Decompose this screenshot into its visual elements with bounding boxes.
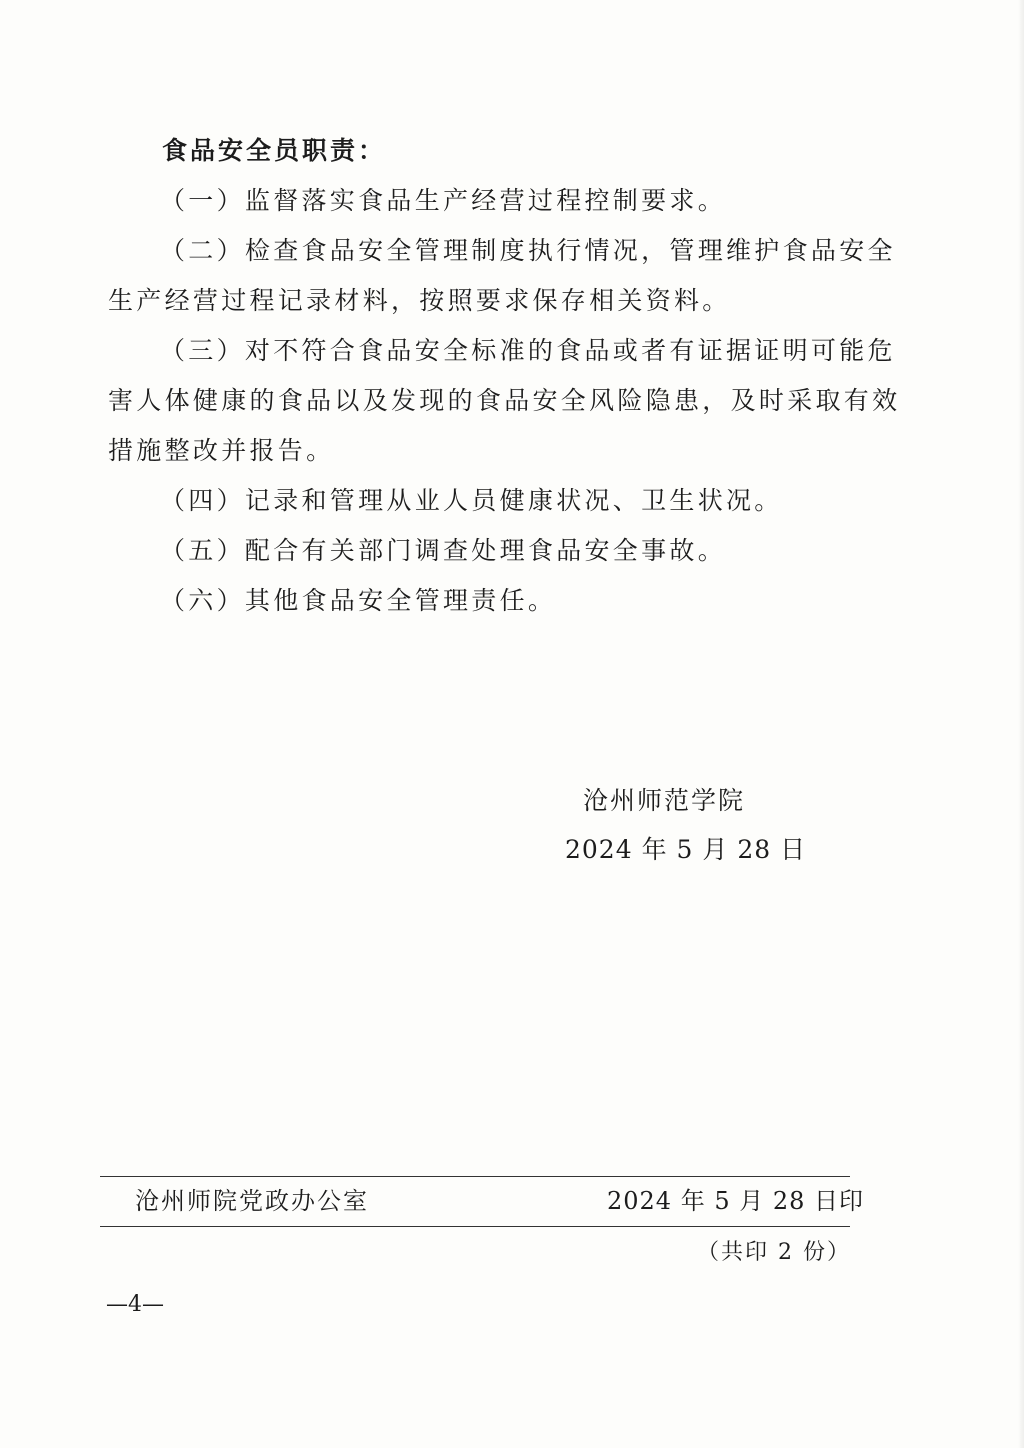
footer-top-rule (100, 1176, 850, 1177)
footer-office: 沧州师院党政办公室 (135, 1187, 369, 1215)
copies-count: （共印 2 份） (697, 1240, 851, 1265)
duty-item-3-line-1: （三）对不符合食品安全标准的食品或者有证据证明可能危 (160, 336, 896, 365)
duty-item-5: （五）配合有关部门调查处理食品安全事故。 (160, 536, 727, 565)
footer-print-date: 2024 年 5 月 28 日印 (607, 1187, 865, 1215)
duty-item-2-line-1: （二）检查食品安全管理制度执行情况，管理维护食品安全 (160, 236, 896, 265)
duty-item-1: （一）监督落实食品生产经营过程控制要求。 (160, 186, 727, 215)
duty-item-3-line-3: 措施整改并报告。 (108, 436, 335, 465)
section-heading: 食品安全员职责： (162, 136, 387, 165)
duty-item-2-line-2: 生产经营过程记录材料，按照要求保存相关资料。 (108, 286, 731, 315)
duty-item-4: （四）记录和管理从业人员健康状况、卫生状况。 (160, 486, 783, 515)
duty-item-6: （六）其他食品安全管理责任。 (160, 586, 557, 615)
scan-edge-shadow (1018, 0, 1024, 1448)
page-number: —4— (106, 1292, 164, 1317)
signature-organization: 沧州师范学院 (583, 786, 746, 815)
footer-bottom-rule (100, 1226, 850, 1227)
duty-item-3-line-2: 害人体健康的食品以及发现的食品安全风险隐患，及时采取有效 (108, 386, 901, 415)
signature-date: 2024 年 5 月 28 日 (565, 835, 807, 864)
